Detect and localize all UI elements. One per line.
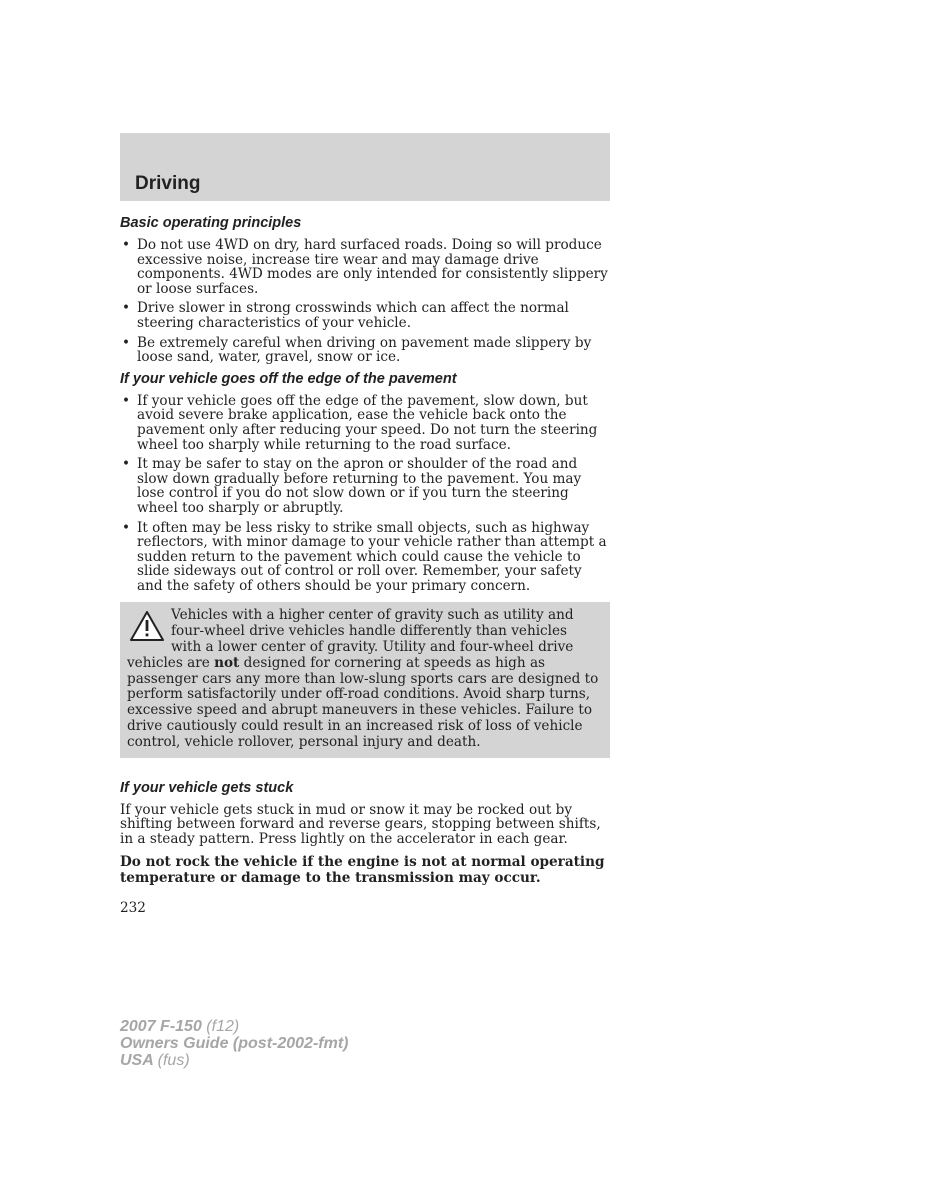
footer-line-3 xyxy=(120,1052,348,1069)
warning-emphasis: not xyxy=(214,654,240,671)
list-item: • It often may be less risky to strike small objects, such as highway reflectors, with minor damage to your vehicle rather than attempt a sudden return to the pavement which could cause the vehicle to slide sideways out of control or roll over. Remember, your safety and the safety of others should be your primary concern. xyxy=(120,521,610,594)
section-title: Driving xyxy=(135,173,201,194)
list-item: • Do not use 4WD on dry, hard surfaced roads. Doing so will produce excessive noise, increase tire wear and may damage drive components. 4WD modes are only intended for consistently slippery or loose surfaces. xyxy=(120,238,610,296)
stuck-caution-paragraph: Do not rock the vehicle if the engine is not at normal operating temperature or damage to the transmission may occur. xyxy=(120,854,605,887)
document-footer xyxy=(120,1018,348,1069)
page-content xyxy=(120,214,610,916)
warning-text: Vehicles with a higher center of gravity such as utility and four-wheel drive vehicles handle differently than vehicles with a lower center of gravity. Utility and four-wheel drive vehicles are xyxy=(127,607,574,671)
footer-market-code: (fus) xyxy=(157,1052,190,1069)
off-edge-list xyxy=(120,394,610,594)
list-item: • Drive slower in strong crosswinds which can affect the normal steering characteristics of your vehicle. xyxy=(120,301,610,330)
list-item: • Be extremely careful when driving on pavement made slippery by loose sand, water, gravel, snow or ice. xyxy=(120,336,610,365)
footer-line-2: Owners Guide (post-2002-fmt) xyxy=(120,1035,349,1052)
list-item: • If your vehicle goes off the edge of the pavement, slow down, but avoid severe brake application, ease the vehicle back onto the pavement only after reducing your speed. Do not turn the steering wheel too sharply while returning to the road surface. xyxy=(120,394,610,452)
footer-model-code: (f12) xyxy=(206,1018,240,1035)
heading-basic-operating-principles: Basic operating principles xyxy=(120,215,302,231)
footer-market: USA xyxy=(120,1052,154,1069)
warning-triangle-icon xyxy=(129,610,165,642)
stuck-paragraph: If your vehicle gets stuck in mud or snow it may be rocked out by shifting between forward and reverse gears, stopping between shifts, in a steady pattern. Press lightly on the accelerator in each gear. xyxy=(120,801,601,847)
heading-off-edge-of-pavement: If your vehicle goes off the edge of the pavement xyxy=(120,370,457,387)
warning-text-continued: designed for cornering at speeds as high as passenger cars any more than low-slung sports cars are designed to perform satisfactorily under off-road conditions. Avoid sharp turns, excessive speed and abrupt maneuvers in these vehicles. Failure to drive cautiously could result in an increased risk of loss of vehicle control, vehicle rollover, personal injury and death. xyxy=(127,654,599,750)
page-number: 232 xyxy=(120,900,146,917)
basic-principles-list xyxy=(120,238,610,365)
footer-model: 2007 F-150 xyxy=(120,1018,202,1035)
footer-line-1 xyxy=(120,1018,348,1035)
heading-vehicle-gets-stuck: If your vehicle gets stuck xyxy=(120,779,294,796)
warning-box xyxy=(120,602,610,757)
section-header-bar xyxy=(120,133,610,201)
list-item: • It may be safer to stay on the apron or shoulder of the road and slow down gradually before returning to the pavement. You may lose control if you do not slow down or if you turn the steering wheel too sharply or abruptly. xyxy=(120,457,610,515)
